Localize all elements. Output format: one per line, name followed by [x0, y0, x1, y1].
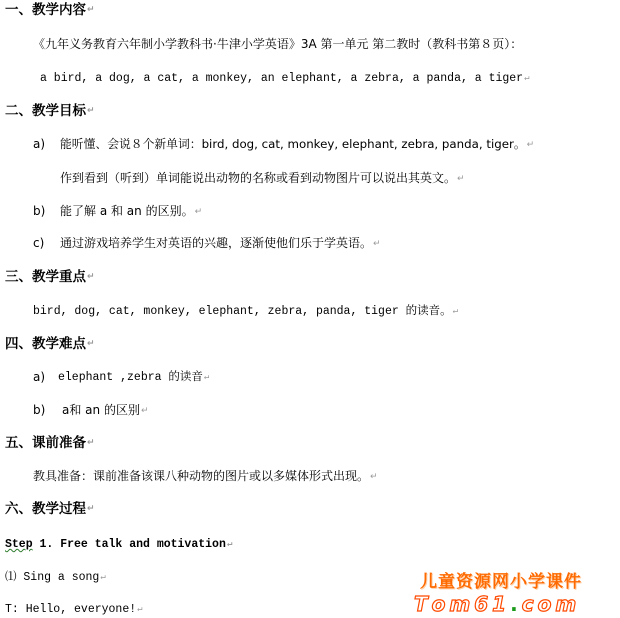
watermark-chinese-text: 儿童资源网小学课件: [420, 572, 582, 592]
difficulty-a-label: a): [33, 370, 46, 384]
objective-b-text: 能了解 a 和 an 的区别。↵: [60, 204, 203, 218]
heading-preparation: 五、课前准备↵: [5, 435, 95, 451]
difficulty-a-text: elephant ,zebra 的读音↵: [58, 371, 210, 385]
objective-a-text: 能听懂、会说８个新单词：bird, dog, cat, monkey, elephant, zebra, panda, tiger。↵: [60, 137, 535, 151]
step-1-heading: Step 1. Free talk and motivation↵: [5, 538, 233, 552]
difficulty-b-text: a和 an 的区别↵: [62, 403, 149, 417]
watermark-domain: T o m 6 1 . c o m: [414, 592, 577, 616]
heading-teaching-objectives: 二、教学目标↵: [5, 103, 95, 119]
objective-b-label: b): [33, 204, 46, 218]
key-points-text: bird, dog, cat, monkey, elephant, zebra, panda, tiger 的读音。↵: [33, 305, 459, 319]
objective-a-label: a): [33, 137, 46, 151]
heading-teaching-process: 六、教学过程↵: [5, 501, 95, 517]
difficulty-b-label: b): [33, 403, 46, 417]
heading-key-points: 三、教学重点↵: [5, 269, 95, 285]
vocabulary-list: a bird, a dog, a cat, a monkey, an elephant, a zebra, a panda, a tiger↵: [40, 72, 530, 86]
sing-a-song: ⑴ Sing a song↵: [5, 571, 106, 585]
site-watermark-logo: [412, 567, 617, 617]
teacher-greeting: T: Hello, everyone!↵: [5, 603, 143, 617]
heading-difficult-points: 四、教学难点↵: [5, 336, 95, 352]
objective-c-label: c): [33, 236, 45, 250]
paragraph-mark: ↵: [87, 5, 95, 15]
textbook-reference: 《九年义务教育六年制小学教科书·牛津小学英语》3A 第一单元 第二教时（教科书第８页）：: [33, 37, 523, 51]
preparation-text: 教具准备：课前准备该课八种动物的图片或以多媒体形式出现。↵: [33, 469, 378, 483]
objective-a-continuation: 作到看到（听到）单词能说出动物的名称或看到动物图片可以说出其英文。↵: [60, 171, 465, 185]
heading-teaching-content: 一、教学内容↵: [5, 2, 95, 18]
objective-c-text: 通过游戏培养学生对英语的兴趣，逐渐使他们乐于学英语。↵: [60, 236, 381, 250]
